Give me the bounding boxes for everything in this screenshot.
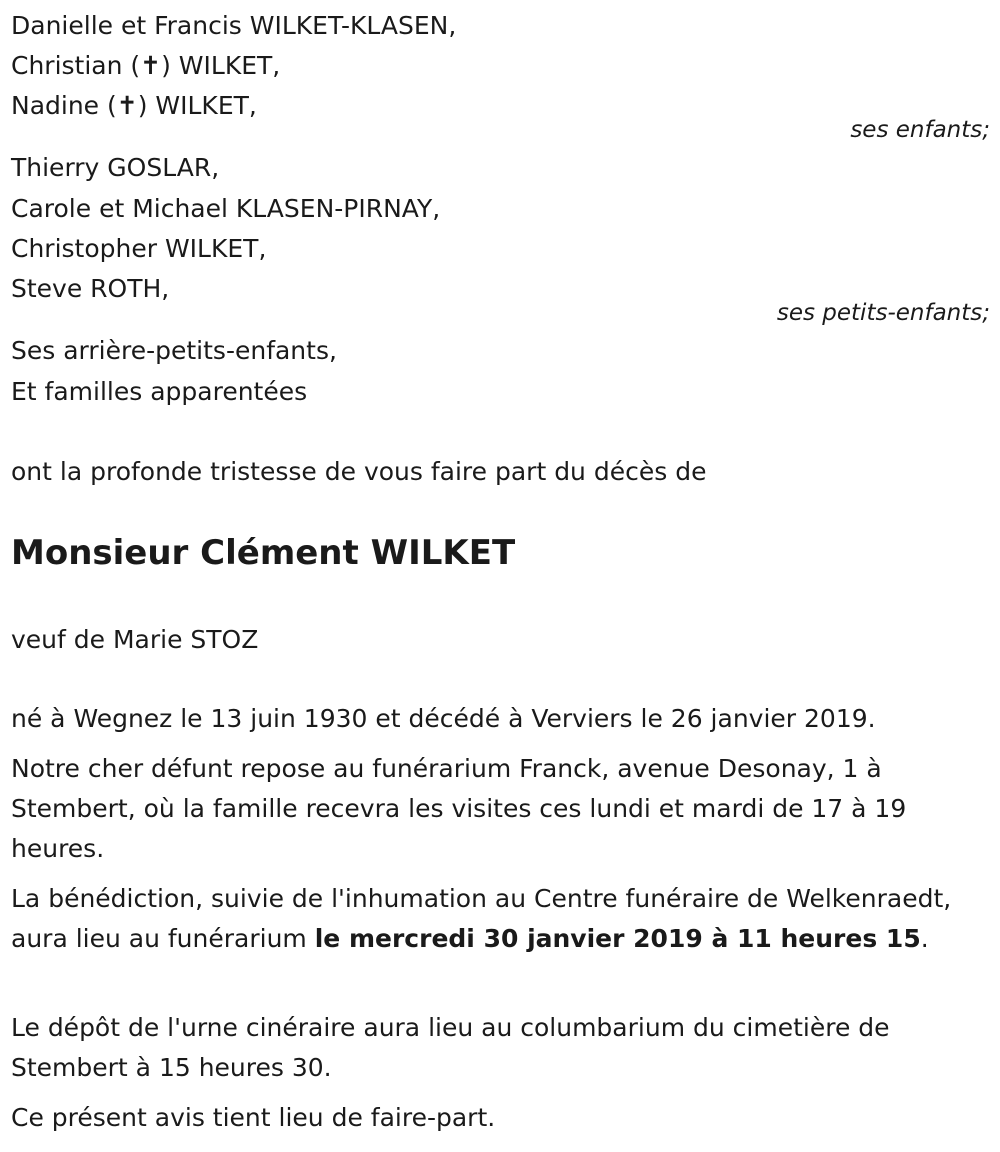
child-line-1: Danielle et Francis WILKET-KLASEN,	[11, 11, 457, 40]
great-grandchildren-line: Ses arrière-petits-enfants,	[11, 336, 337, 365]
closing-line: Ce présent avis tient lieu de faire-part.	[11, 1103, 496, 1132]
ceremony-datetime: le mercredi 30 janvier 2019 à 11 heures 15	[314, 924, 921, 953]
children-role: ses enfants;	[850, 117, 990, 143]
ceremony-intro: La bénédiction, suivie de l'inhumation au Centre funéraire de Welkenraedt, aura lieu au funérarium	[11, 884, 952, 953]
widow-of: veuf de Marie STOZ	[11, 625, 259, 654]
deceased-name: Monsieur Clément WILKET	[11, 533, 516, 573]
child-line-3: Nadine (✝) WILKET,	[11, 91, 257, 120]
child-line-2: Christian (✝) WILKET,	[11, 51, 281, 80]
urn-paragraph: Le dépôt de l'urne cinéraire aura lieu au columbarium du cimetière de Stembert à 15 heures 30.	[11, 1013, 890, 1082]
grandchild-line-3: Christopher WILKET,	[11, 234, 267, 263]
grandchildren-role: ses petits-enfants;	[776, 300, 990, 326]
grandchild-line-1: Thierry GOSLAR,	[11, 153, 220, 182]
visitation-paragraph: Notre cher défunt repose au funérarium Franck, avenue Desonay, 1 à Stembert, où la famille recevra les visites ces lundi et mardi de 17 à 19 heures.	[11, 754, 907, 863]
families-line: Et familles apparentées	[11, 377, 308, 406]
ceremony-end: .	[920, 924, 929, 953]
announcement: ont la profonde tristesse de vous faire part du décès de	[11, 457, 707, 486]
grandchild-line-4: Steve ROTH,	[11, 274, 170, 303]
birth-death: né à Wegnez le 13 juin 1930 et décédé à Verviers le 26 janvier 2019.	[11, 704, 876, 733]
ceremony-paragraph	[11, 879, 986, 959]
grandchild-line-2: Carole et Michael KLASEN-PIRNAY,	[11, 194, 441, 223]
